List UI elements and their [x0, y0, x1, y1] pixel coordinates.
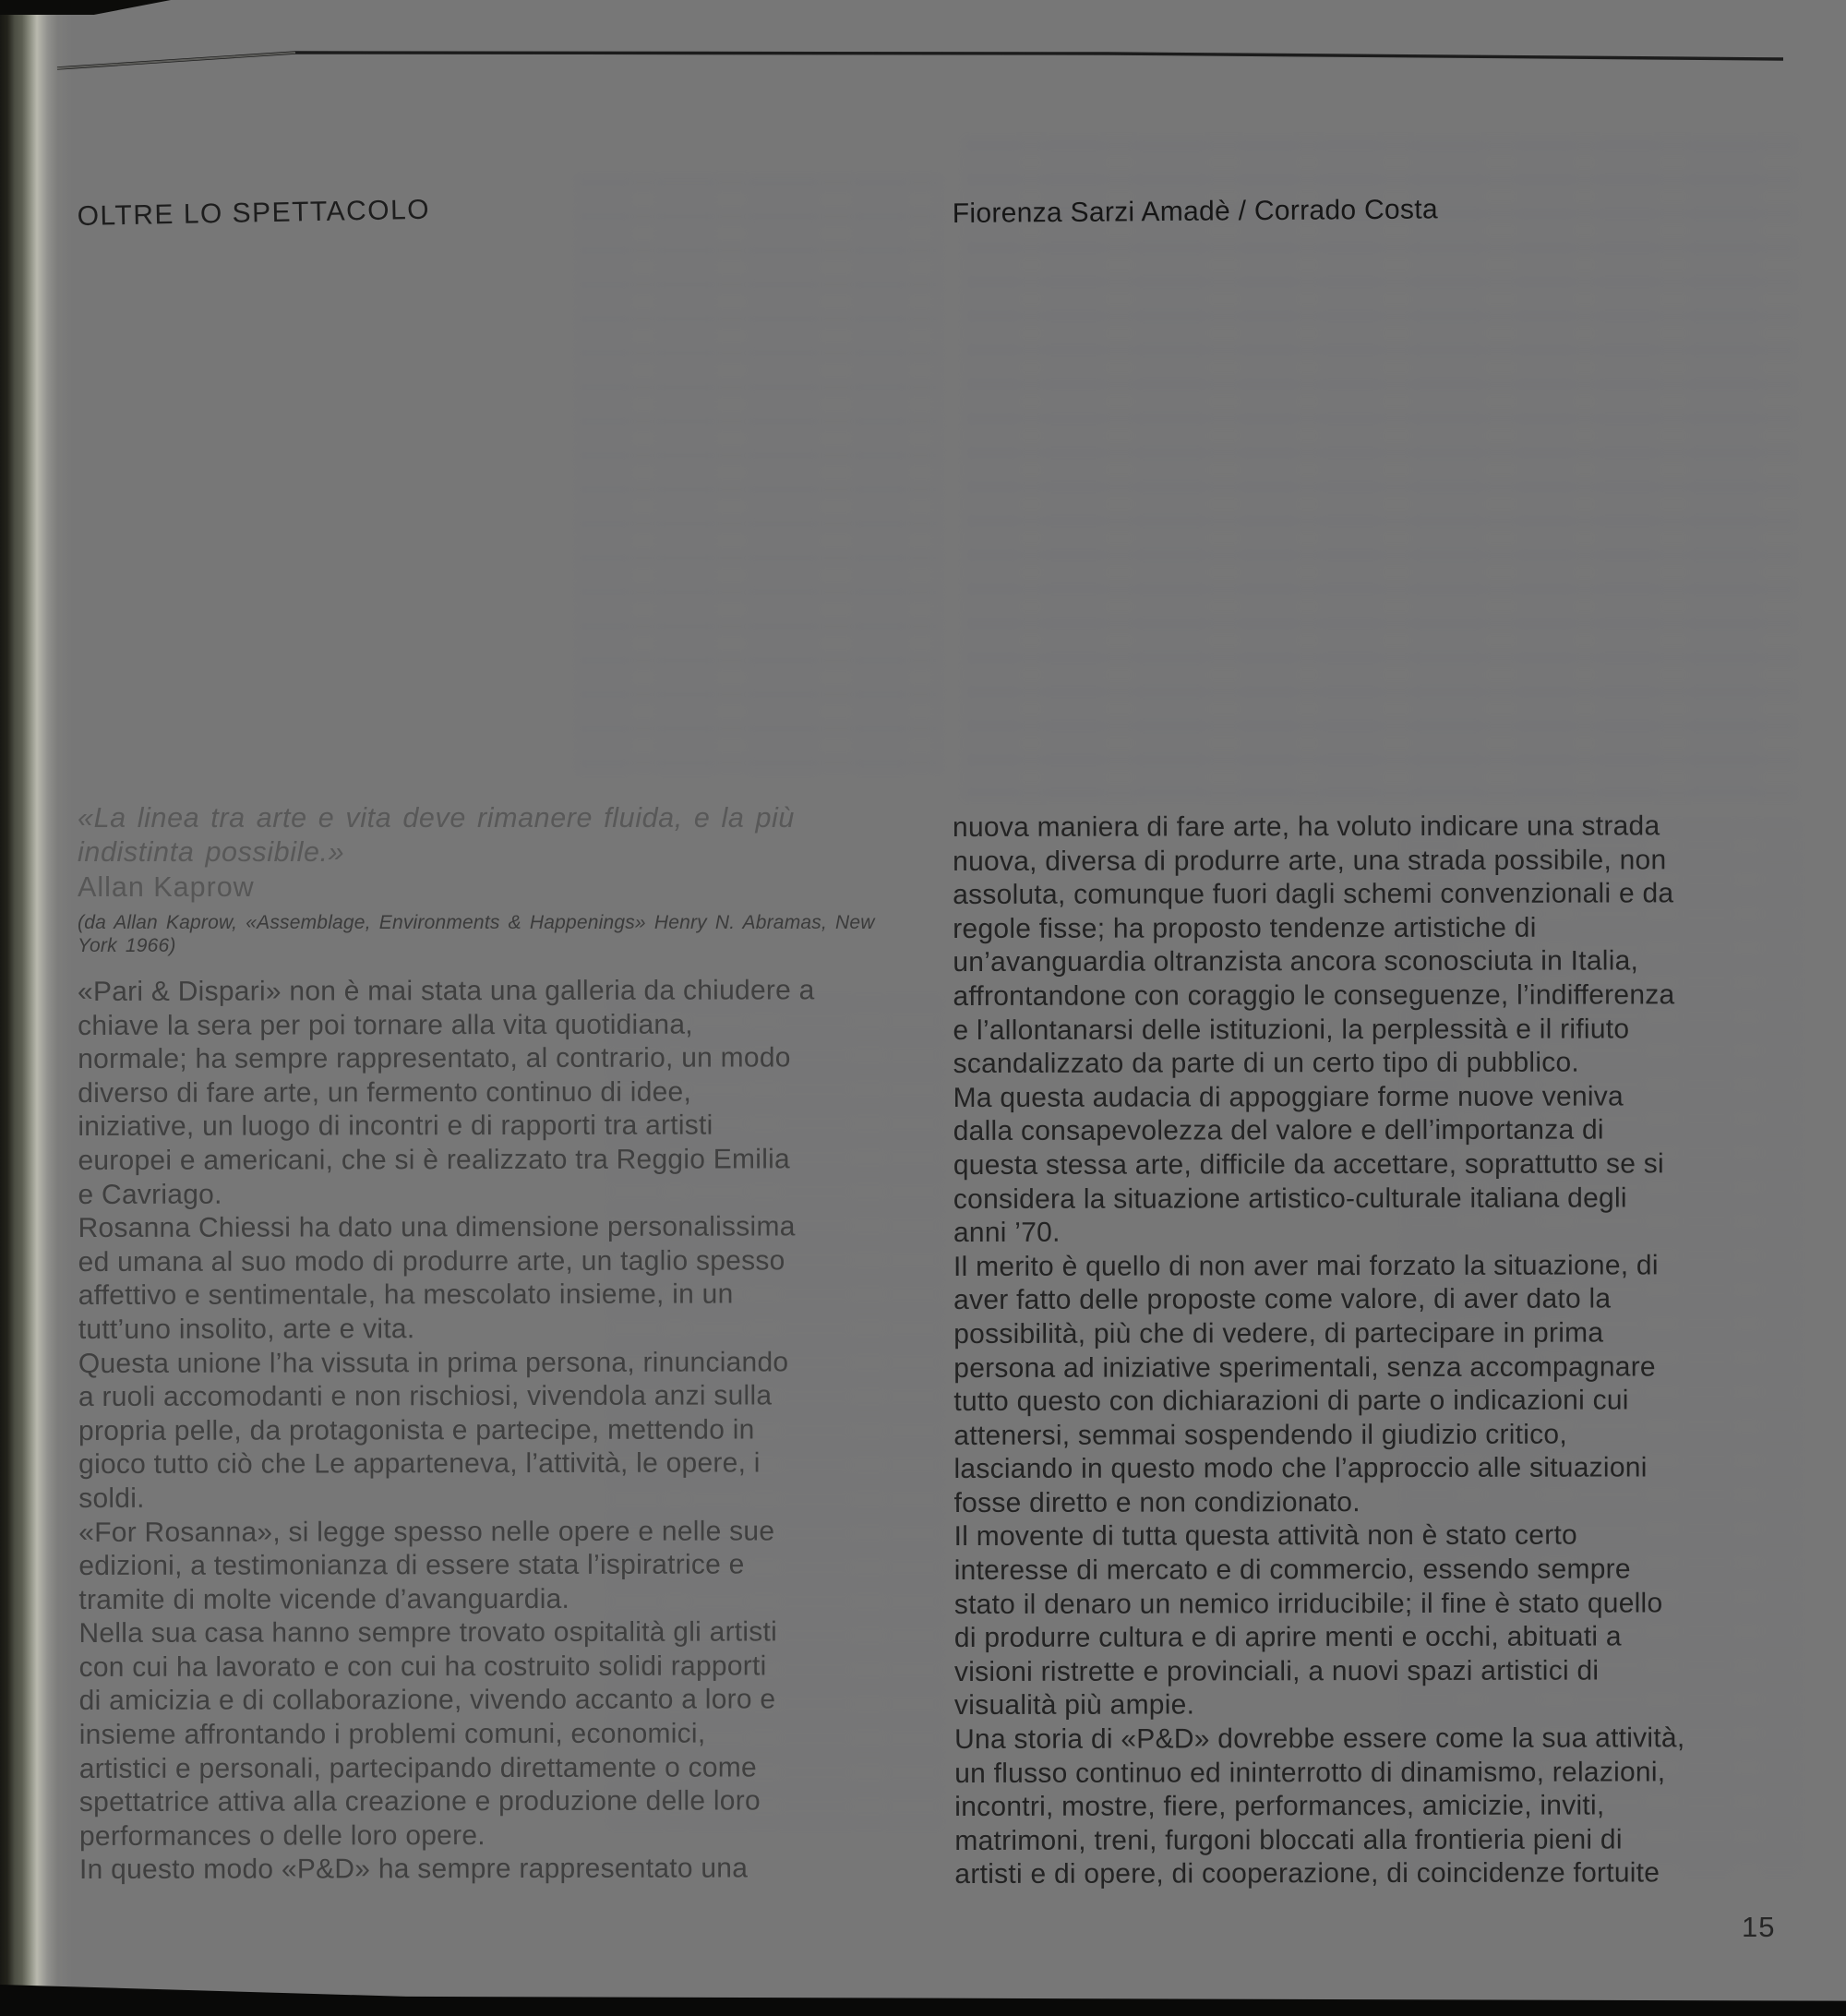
epigraph-author: Allan Kaprow: [78, 870, 255, 903]
text-line: a ruoli accomodanti e non rischiosi, vivendola anzi sulla: [78, 1380, 773, 1413]
showthrough-texture: [577, 175, 941, 775]
right-column-text: [953, 810, 1804, 1892]
text-line: aver fatto delle proposte come valore, di aver dato la: [953, 1283, 1612, 1316]
text-line: persona ad iniziative sperimentali, senza accompagnare: [953, 1350, 1656, 1384]
text-line: fosse diretto e non condizionato.: [953, 1486, 1361, 1518]
epigraph-source: [78, 911, 945, 957]
text-line: chiave la sera per poi tornare alla vita quotidiana,: [78, 1009, 693, 1041]
scan-bottom-edge: [0, 1985, 1846, 2016]
text-line: attenersi, semmai sospendendo il giudizio critico,: [953, 1419, 1567, 1451]
text-line: gioco tutto ciò che Le apparteneva, l’attività, le opere, i: [78, 1447, 761, 1481]
text-line: matrimoni, treni, furgoni bloccati alla frontieria pieni di: [954, 1824, 1623, 1856]
text-line: spettatrice attiva alla creazione e produzione delle loro: [78, 1785, 761, 1818]
text-line: propria pelle, da protagonista e partecipe, mettendo in: [78, 1414, 755, 1446]
text-line: lasciando in questo modo che l’approccio alle situazioni: [953, 1452, 1648, 1485]
text-line: (da Allan Kaprow, «Assemblage, Environments & Happenings» Henry N. Abramas, New: [78, 911, 875, 933]
text-line: iniziative, un luogo di incontri e di rapporti tra artisti: [78, 1110, 713, 1143]
text-line: ed umana al suo modo di produrre arte, un taglio spesso: [78, 1245, 785, 1278]
text-line: Ma questa audacia di appoggiare forme nuove veniva: [953, 1081, 1624, 1113]
text-line: Nella sua casa hanno sempre trovato ospitalità gli artisti: [78, 1616, 778, 1650]
text-line: artisti e di opere, di cooperazione, di coincidenze fortuite: [954, 1857, 1660, 1890]
text-line: tutto questo con dichiarazioni di parte o indicazioni cui: [953, 1385, 1629, 1418]
text-line: un flusso continuo ed ininterrotto di dinamismo, relazioni,: [954, 1757, 1666, 1789]
text-line: stato il denaro un nemico irriducibile; il fine è stato quello: [953, 1588, 1663, 1620]
text-line: nuova maniera di fare arte, ha voluto indicare una strada: [953, 810, 1660, 843]
text-line: e Cavriago.: [78, 1179, 222, 1210]
text-line: e l’allontanarsi delle istituzioni, la perplessità e il rifiuto: [953, 1014, 1630, 1046]
text-line: Una storia di «P&D» dovrebbe essere come la sua attività,: [954, 1722, 1685, 1756]
book-spine-edge: [0, 0, 72, 2016]
text-line: indistinta possibile.»: [78, 835, 345, 868]
text-line: dalla consapevolezza del valore e dell’importanza di: [953, 1114, 1604, 1147]
text-line: «La linea tra arte e vita deve rimanere fluida, e la più: [78, 802, 795, 834]
text-line: visioni ristrette e provinciali, a nuovi spazi artistici di: [953, 1655, 1600, 1687]
page-number: 15: [1742, 1911, 1776, 1943]
text-line: un’avanguardia oltranzista ancora sconosciuta in Italia,: [953, 945, 1639, 978]
text-line: affrontandone con coraggio le conseguenze, l’indifferenza: [953, 979, 1675, 1012]
text-line: di amicizia e di collaborazione, vivendo accanto a loro e: [78, 1684, 776, 1717]
text-line: tutt’uno insolito, arte e vita.: [78, 1314, 415, 1345]
text-line: possibilità, più che di vedere, di partecipare in prima: [953, 1317, 1604, 1350]
top-rule: [0, 0, 1846, 83]
text-line: Rosanna Chiessi ha dato una dimensione personalissima: [78, 1211, 796, 1244]
showthrough-texture: [965, 138, 1795, 798]
section-title: OLTRE LO SPETTACOLO: [77, 194, 431, 233]
text-line: Questa unione l’ha vissuta in prima persona, rinunciando: [78, 1346, 789, 1379]
text-line: interesse di mercato e di commercio, essendo sempre: [953, 1554, 1631, 1587]
text-line: diverso di fare arte, un fermento continuo di idee,: [78, 1076, 692, 1109]
text-line: tramite di molte vicende d’avanguardia.: [78, 1583, 570, 1615]
text-line: con cui ha lavorato e con cui ha costruito solidi rapporti: [78, 1650, 767, 1683]
text-line: anni ’70.: [953, 1217, 1061, 1249]
text-line: edizioni, a testimonianza di essere stata l’ispiratrice e: [78, 1549, 745, 1582]
epigraph-block: [78, 801, 945, 957]
text-line: insieme affrontando i problemi comuni, economici,: [78, 1718, 706, 1751]
text-line: scandalizzato da parte di un certo tipo di pubblico.: [953, 1047, 1580, 1080]
text-line: considera la situazione artistico-culturale italiana degli: [953, 1182, 1627, 1215]
text-line: normale; ha sempre rappresentato, al contrario, un modo: [78, 1042, 791, 1075]
epigraph-quote: [78, 801, 945, 870]
text-line: nuova, diversa di produrre arte, una strada possibile, non: [953, 844, 1667, 877]
text-line: assoluta, comunque fuori dagli schemi convenzionali e da: [953, 878, 1674, 911]
text-line: performances o delle loro opere.: [78, 1819, 485, 1852]
text-line: «For Rosanna», si legge spesso nelle opere e nelle sue: [78, 1515, 775, 1548]
text-line: questa stessa arte, difficile da accettare, soprattutto se si: [953, 1148, 1664, 1181]
text-line: di produrre cultura e di aprire menti e occhi, abituati a: [953, 1621, 1622, 1654]
text-line: In questo modo «P&D» ha sempre rappresentato una: [78, 1853, 749, 1886]
text-line: incontri, mostre, fiere, performances, amicizie, inviti,: [954, 1790, 1605, 1823]
text-line: York 1966): [78, 934, 176, 956]
text-line: soldi.: [78, 1482, 145, 1514]
authors-byline: Fiorenza Sarzi Amadè / Corrado Costa: [952, 194, 1439, 230]
text-line: «Pari & Dispari» non è mai stata una galleria da chiudere a: [78, 975, 815, 1007]
text-line: visualità più ampie.: [953, 1689, 1195, 1722]
left-column-text: [78, 974, 952, 1888]
text-line: europei e americani, che si è realizzato tra Reggio Emilia: [78, 1144, 790, 1176]
text-line: artistici e personali, partecipando direttamente o come: [78, 1752, 757, 1784]
text-line: Il merito è quello di non aver mai forzato la situazione, di: [953, 1250, 1659, 1282]
text-line: Il movente di tutta questa attività non è stato certo: [953, 1520, 1577, 1553]
text-line: affettivo e sentimentale, ha mescolato insieme, in un: [78, 1278, 734, 1312]
text-line: regole fisse; ha proposto tendenze artistiche di: [953, 912, 1537, 944]
